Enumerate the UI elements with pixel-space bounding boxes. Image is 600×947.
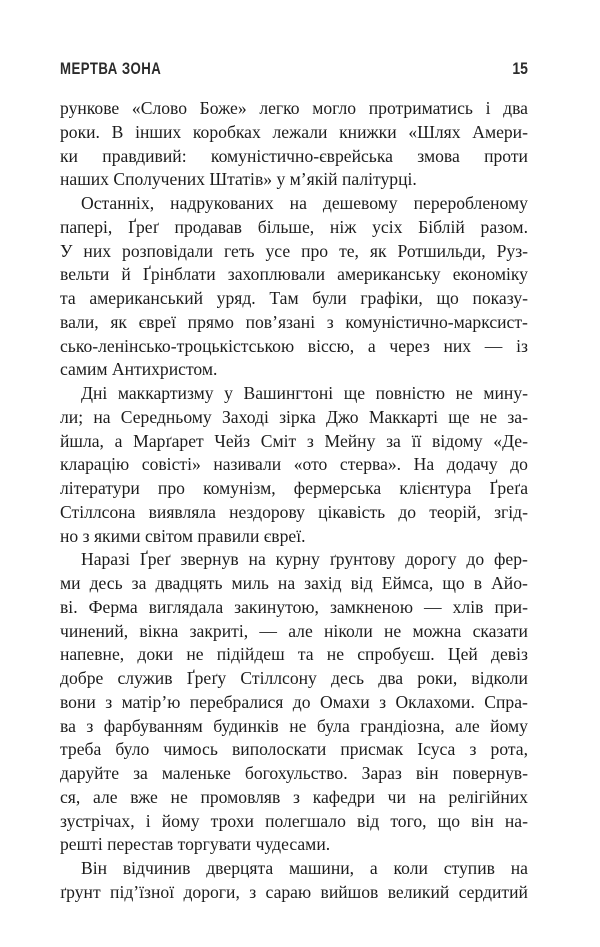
text-line xyxy=(60,477,528,501)
word: нездорову xyxy=(229,501,305,522)
text-line xyxy=(60,430,528,454)
text-line xyxy=(60,335,528,359)
word: того, xyxy=(390,810,427,831)
text-line xyxy=(60,762,528,786)
word: повністю xyxy=(375,383,446,403)
word: книжки xyxy=(339,121,397,142)
word: сараю xyxy=(265,881,312,902)
word: вийшов xyxy=(320,881,379,902)
word: він xyxy=(471,810,494,831)
word: виполоскати xyxy=(231,739,327,760)
word: чи xyxy=(387,786,406,807)
word: разом. xyxy=(480,216,528,237)
word: показу- xyxy=(472,288,528,308)
word: з xyxy=(306,430,314,451)
word: американський xyxy=(89,288,204,308)
text-line xyxy=(60,881,528,905)
word: уряд. xyxy=(216,288,256,308)
word: стерва». xyxy=(339,454,402,475)
word: — xyxy=(259,620,277,641)
word: ґрунтову xyxy=(329,549,396,570)
word: графіки, xyxy=(360,288,423,308)
word: за xyxy=(131,573,147,593)
word: легко xyxy=(259,98,300,118)
word: при- xyxy=(494,596,528,617)
text-line xyxy=(60,263,528,287)
word: Ґреґа xyxy=(489,478,528,498)
book-title: МЕРТВА ЗОНА xyxy=(60,60,162,78)
word: її xyxy=(411,430,422,451)
word: Ферма xyxy=(88,596,138,617)
word: відчинив xyxy=(122,858,191,878)
word: але xyxy=(93,786,118,807)
word: з xyxy=(249,881,257,902)
word: від xyxy=(350,573,373,593)
word: було xyxy=(115,739,150,760)
word: дорогу xyxy=(405,549,457,570)
word: те, xyxy=(339,240,359,261)
word: кафедри xyxy=(312,786,375,807)
word: ки xyxy=(60,145,78,166)
word: «Шлях xyxy=(408,121,461,142)
word: не xyxy=(170,786,188,807)
word: йшла, xyxy=(60,430,104,451)
word: за- xyxy=(507,406,528,427)
word: до xyxy=(398,501,417,522)
word: Айо- xyxy=(491,573,528,593)
text-line xyxy=(60,738,528,762)
word: фер- xyxy=(494,549,528,570)
word: даруйте xyxy=(60,763,120,783)
word: полегшало xyxy=(265,810,346,831)
word: ва xyxy=(60,715,76,736)
word: правдивий: xyxy=(102,145,187,166)
text-line xyxy=(60,216,528,240)
word: закинутою, xyxy=(234,596,319,617)
word: десь xyxy=(89,573,123,593)
word: ще xyxy=(343,383,366,403)
text-line xyxy=(60,596,528,620)
text-line xyxy=(60,406,528,430)
word: кларацію xyxy=(60,454,130,475)
word: «Слово xyxy=(131,98,187,118)
word: Стіллсона xyxy=(60,501,136,522)
word: що xyxy=(436,288,459,308)
word: них xyxy=(443,335,472,356)
word: матір’ю xyxy=(121,691,181,712)
word: роки, xyxy=(417,668,458,688)
word: вже xyxy=(130,786,158,807)
word: не xyxy=(479,406,498,427)
word: до xyxy=(510,454,528,475)
word: з xyxy=(293,786,300,807)
word: а xyxy=(367,335,376,356)
word: Середньому xyxy=(120,406,212,427)
text-line xyxy=(60,857,528,881)
word: «ото xyxy=(293,454,328,475)
word: на xyxy=(510,858,528,878)
word: ґрунт xyxy=(60,881,101,902)
word: фермерська xyxy=(293,478,382,498)
word: Зараз xyxy=(361,763,402,783)
word: не xyxy=(383,620,402,641)
word: коробках xyxy=(192,121,261,142)
word: вікна xyxy=(139,620,179,641)
word: доки xyxy=(137,644,174,665)
word: до xyxy=(466,549,485,570)
word: Біблій xyxy=(418,216,465,237)
word: Наразі xyxy=(81,549,130,570)
word: добре xyxy=(60,668,104,688)
word: про xyxy=(157,478,185,498)
word: комуністично-єврейська xyxy=(210,145,393,166)
word: Там xyxy=(269,288,299,308)
word: прямо xyxy=(187,311,234,332)
word: Амери- xyxy=(472,121,528,142)
word: Заході xyxy=(221,406,269,427)
word: коли xyxy=(393,858,428,878)
word: з xyxy=(326,311,334,332)
word: вони xyxy=(60,691,96,712)
word: змова xyxy=(417,145,460,166)
word: додачу xyxy=(446,454,498,475)
word: маккартизму xyxy=(117,383,214,403)
word: Марґарет xyxy=(133,430,204,451)
word: але xyxy=(288,620,313,641)
word: як xyxy=(369,240,387,261)
word: ві. xyxy=(60,596,78,617)
word: Оклахоми. xyxy=(395,691,475,712)
word: девіз xyxy=(491,644,528,665)
word: ся, xyxy=(60,786,81,807)
word: великий xyxy=(387,881,450,902)
text-line xyxy=(60,810,528,834)
word: ступив xyxy=(443,858,495,878)
text-line xyxy=(60,240,528,264)
word: Джо xyxy=(326,406,359,427)
word: повернув- xyxy=(452,763,528,783)
word: протриматись xyxy=(368,98,473,118)
word: він xyxy=(415,763,439,783)
word: геть xyxy=(224,240,255,261)
word: дешевому xyxy=(322,193,398,213)
word: звернув xyxy=(180,549,239,570)
word: вельти xyxy=(60,264,110,285)
word: треба xyxy=(60,739,102,760)
word: миль xyxy=(231,573,269,593)
word: а xyxy=(369,858,378,878)
word: на xyxy=(289,193,307,213)
word: на xyxy=(248,549,266,570)
word: присмак xyxy=(340,739,404,760)
word: віссю, xyxy=(307,335,355,356)
text-line xyxy=(60,121,528,145)
word: двадцять xyxy=(155,573,223,593)
word: та xyxy=(60,288,76,308)
word: Ґреґ xyxy=(128,216,159,237)
word: а xyxy=(114,430,123,451)
word: американську xyxy=(337,264,441,285)
word: сердитий xyxy=(458,881,528,902)
word: Ротшильди, xyxy=(397,240,486,261)
word: зірка xyxy=(279,406,316,427)
word: Сміт xyxy=(260,430,297,451)
word: відколи xyxy=(471,668,528,688)
text-line: самим Антихристом. xyxy=(60,359,218,380)
word: можна xyxy=(412,620,462,641)
word: підійдеш xyxy=(216,644,285,665)
word: з xyxy=(86,715,94,736)
word: два xyxy=(503,98,528,118)
text-line xyxy=(60,192,528,216)
word: — xyxy=(484,335,503,356)
word: Спра- xyxy=(484,691,528,712)
word: на xyxy=(418,786,436,807)
word: совісті» xyxy=(141,454,201,475)
word: євреї xyxy=(138,311,176,332)
word: мину- xyxy=(483,383,528,403)
word: грандіозна, xyxy=(360,715,445,736)
word: виглядала xyxy=(148,596,224,617)
word: фарбуванням xyxy=(103,715,203,736)
word: У xyxy=(60,240,73,261)
word: ніж xyxy=(329,216,357,237)
text-line xyxy=(60,572,528,596)
text-line xyxy=(60,287,528,311)
word: із xyxy=(516,335,528,356)
word: ми xyxy=(60,573,81,593)
word: В xyxy=(111,121,124,142)
word: усе xyxy=(265,240,291,261)
word: дороги, xyxy=(183,881,240,902)
word: і xyxy=(485,98,491,118)
text-line xyxy=(60,97,528,121)
word: продавав xyxy=(174,216,242,237)
word: релігійних xyxy=(448,786,528,807)
word: за xyxy=(133,763,148,783)
word: з xyxy=(469,739,477,760)
word: інших xyxy=(135,121,182,142)
word: захоплювали xyxy=(227,264,326,285)
text-line xyxy=(60,548,528,572)
word: чинений, xyxy=(60,620,129,641)
text-line: решті перестав торгувати чудесами. xyxy=(60,834,331,855)
word: теорій, xyxy=(429,501,481,522)
word: Стіллсону xyxy=(240,668,317,688)
word: на xyxy=(277,573,296,593)
word: захід xyxy=(304,573,342,593)
word: папері, xyxy=(60,216,113,237)
word: що xyxy=(437,810,461,831)
word: перебралися xyxy=(189,691,284,712)
word: йому xyxy=(490,715,528,736)
word: відому xyxy=(432,430,483,451)
word: чимось xyxy=(163,739,218,760)
text-line xyxy=(60,691,528,715)
word: до xyxy=(292,691,311,712)
text-line xyxy=(60,311,528,335)
word: два xyxy=(378,668,404,688)
word: згід- xyxy=(494,501,528,522)
word: Омахи xyxy=(319,691,370,712)
word: з xyxy=(105,691,113,712)
text-line xyxy=(60,382,528,406)
word: маленьке xyxy=(161,763,231,783)
word: курну xyxy=(275,549,320,570)
word: сько-ленінсько-троцькістською xyxy=(60,335,295,356)
word: була xyxy=(316,715,350,736)
word: промовляв xyxy=(200,786,281,807)
word: клієнтура xyxy=(399,478,472,498)
word: Руз- xyxy=(496,240,528,261)
word: трохи xyxy=(210,810,254,831)
page-number: 15 xyxy=(512,59,528,78)
word: рота, xyxy=(490,739,528,760)
word: десь xyxy=(331,668,365,688)
text-line xyxy=(60,715,528,739)
word: Маккарті xyxy=(368,406,439,427)
word: хлів xyxy=(452,596,484,617)
word: більше, xyxy=(257,216,315,237)
word: проти xyxy=(484,145,528,166)
word: економіку xyxy=(452,264,528,285)
word: через xyxy=(389,335,430,356)
word: — xyxy=(424,596,442,617)
word: усіх xyxy=(372,216,403,237)
word: на xyxy=(93,406,111,427)
word: машини, xyxy=(289,858,355,878)
word: Ґрінблати xyxy=(142,264,216,285)
word: «Де- xyxy=(493,430,528,451)
word: Мейну xyxy=(324,430,376,451)
word: йому xyxy=(161,810,200,831)
word: не xyxy=(455,383,473,403)
word: під’їзної xyxy=(110,881,175,902)
word: з xyxy=(379,691,387,712)
word: літератури xyxy=(60,478,140,498)
word: та xyxy=(297,644,314,665)
word: Ісуса xyxy=(417,739,456,760)
word: називали xyxy=(213,454,282,475)
word: Ґреґ xyxy=(139,549,171,570)
text-line xyxy=(60,643,528,667)
word: в xyxy=(473,573,483,593)
word: замкненою xyxy=(329,596,413,617)
word: у xyxy=(224,383,233,403)
word: закриті, xyxy=(189,620,249,641)
word: Боже» xyxy=(199,98,247,118)
word: не xyxy=(326,644,345,665)
word: будинків xyxy=(213,715,279,736)
word: не xyxy=(289,715,307,736)
word: і xyxy=(145,810,151,831)
word: що xyxy=(442,573,465,593)
word: могло xyxy=(312,98,357,118)
word: Він xyxy=(81,858,108,878)
word: ще xyxy=(448,406,470,427)
word: на- xyxy=(504,810,528,831)
running-head xyxy=(60,60,528,82)
text-line xyxy=(60,145,528,169)
text-line: но з якими світом правили євреї. xyxy=(60,525,306,546)
word: вали, xyxy=(60,311,99,332)
word: розповідали xyxy=(122,240,214,261)
word: ли; xyxy=(60,406,84,427)
text-line xyxy=(60,667,528,691)
word: спробуєш. xyxy=(357,644,435,665)
word: ніколи xyxy=(324,620,373,641)
word: Вашингтоні xyxy=(243,383,334,403)
word: Чейз xyxy=(214,430,251,451)
word: роки. xyxy=(60,121,100,142)
word: виявляла xyxy=(148,501,216,522)
word: але xyxy=(455,715,480,736)
word: рункове xyxy=(60,98,120,118)
word: напевне, xyxy=(60,644,125,665)
word: не xyxy=(186,644,204,665)
word: зустрічах, xyxy=(60,810,135,831)
word: й xyxy=(121,264,131,285)
word: були xyxy=(312,288,347,308)
word: На xyxy=(413,454,435,475)
word: комунізм, xyxy=(203,478,276,498)
word: про xyxy=(301,240,329,261)
body-text xyxy=(60,97,528,905)
word: комуністично-марксист- xyxy=(345,311,528,332)
word: лежали xyxy=(272,121,328,142)
word: Дні xyxy=(81,383,108,403)
word: сказати xyxy=(472,620,528,641)
word: як xyxy=(110,311,127,332)
word: переробленому xyxy=(413,193,528,213)
word: Ґреґу xyxy=(186,668,227,688)
word: надрукованих xyxy=(170,193,274,213)
word: Останніх, xyxy=(81,193,155,213)
word: пов’язані xyxy=(245,311,316,332)
word: від xyxy=(357,810,380,831)
text-line xyxy=(60,620,528,644)
word: цікавість xyxy=(318,501,386,522)
word: них xyxy=(83,240,112,261)
text-line xyxy=(60,453,528,477)
word: богохульство. xyxy=(244,763,348,783)
text-line xyxy=(60,786,528,810)
text-line: наших Сполучених Штатів» у м’якій палітурці. xyxy=(60,169,417,190)
word: дверцята xyxy=(206,858,274,878)
word: за xyxy=(386,430,401,451)
word: служив xyxy=(117,668,173,688)
word: Еймса, xyxy=(381,573,434,593)
text-line xyxy=(60,501,528,525)
word: Цей xyxy=(447,644,478,665)
